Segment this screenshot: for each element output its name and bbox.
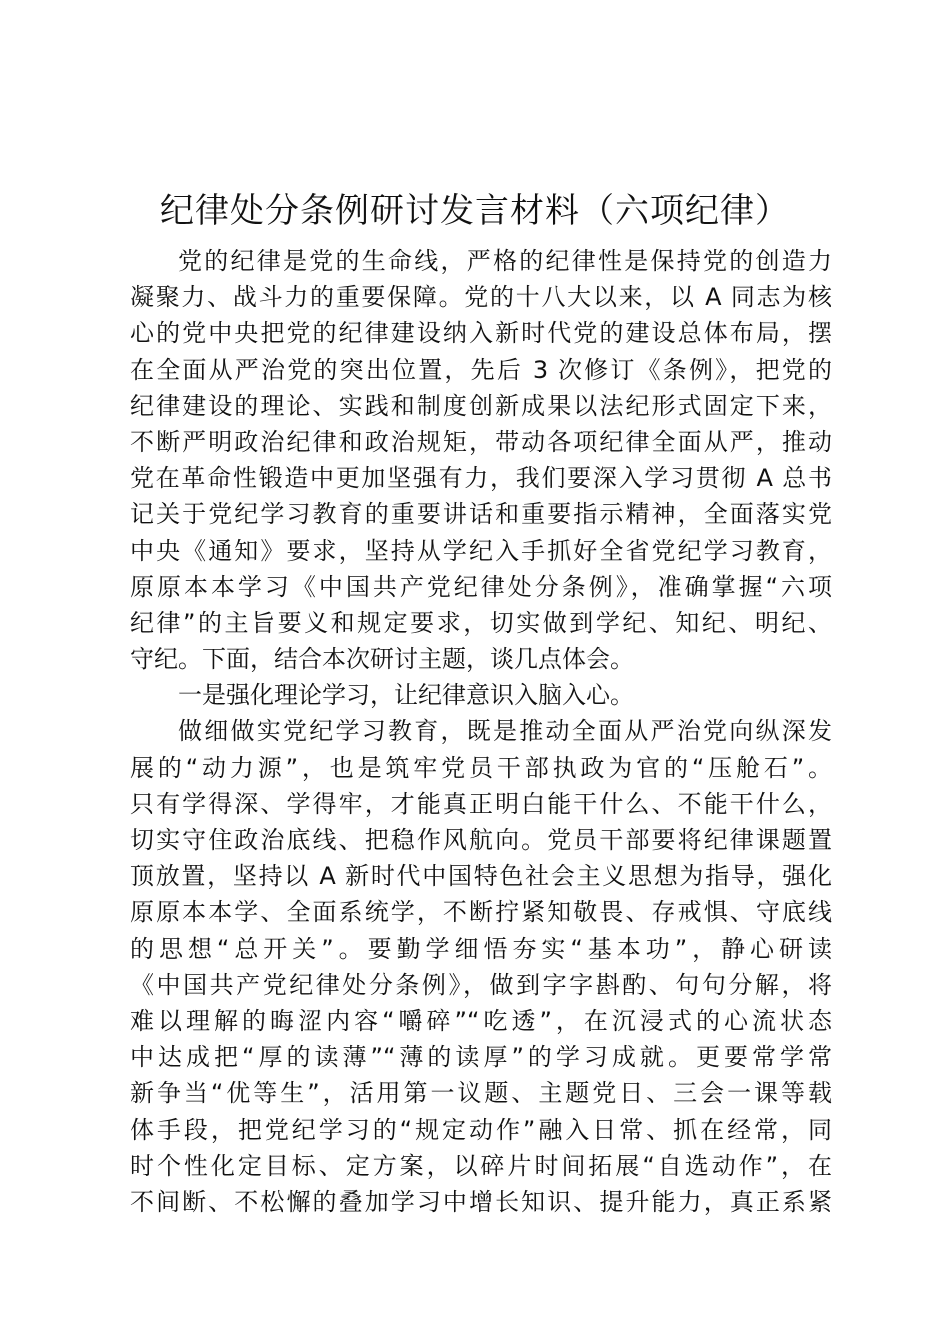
document-title: 纪律处分条例研讨发言材料（六项纪律） xyxy=(160,191,790,231)
text-line: 做细做实党纪学习教育，既是推动全面从严治党向纵深发 xyxy=(178,717,832,746)
text-line: 中达成把“厚的读薄”“薄的读厚”的学习成就。更要常学常 xyxy=(130,1043,832,1072)
text-line: 不断严明政治纪律和政治规矩，带动各项纪律全面从严，推动 xyxy=(130,427,832,456)
text-line: 体手段，把党纪学习的“规定动作”融入日常、抓在经常，同 xyxy=(130,1115,832,1144)
text-line: 切实守住政治底线、把稳作风航向。党员干部要将纪律课题置 xyxy=(130,826,832,854)
text-line: 时个性化定目标、定方案，以碎片时间拓展“自选动作”，在 xyxy=(130,1151,832,1180)
text-line: 中央《通知》要求，坚持从学纪入手抓好全省党纪学习教育， xyxy=(130,536,832,565)
text-line: 顶放置，坚持以 A 新时代中国特色社会主义思想为指导，强化 xyxy=(130,862,832,891)
text-line: 纪律建设的理论、实践和制度创新成果以法纪形式固定下来， xyxy=(130,391,832,420)
text-line: 《中国共产党纪律处分条例》，做到字字斟酌、句句分解，将 xyxy=(130,970,832,999)
text-line: 只有学得深、学得牢，才能真正明白能干什么、不能干什么， xyxy=(130,789,832,818)
text-line: 一是强化理论学习，让纪律意识入脑入心。 xyxy=(178,681,634,710)
text-line: 心的党中央把党的纪律建设纳入新时代党的建设总体布局，摆 xyxy=(130,319,832,348)
document-body xyxy=(130,243,832,1220)
text-line: 守纪。下面，结合本次研讨主题，谈几点体会。 xyxy=(130,645,634,674)
text-line: 新争当“优等生”，活用第一议题、主题党日、三会一课等载 xyxy=(130,1079,832,1108)
text-line: 不间断、不松懈的叠加学习中增长知识、提升能力，真正系紧 xyxy=(130,1187,832,1216)
text-line: 的思想“总开关”。要勤学细悟夯实“基本功”，静心研读 xyxy=(130,934,832,963)
text-line: 展的“动力源”，也是筑牢党员干部执政为官的“压舱石”。 xyxy=(130,753,832,782)
text-line: 纪律”的主旨要义和规定要求，切实做到学纪、知纪、明纪、 xyxy=(130,608,832,637)
text-line: 原原本本学、全面系统学，不断拧紧知敬畏、存戒惧、守底线 xyxy=(130,898,832,927)
text-line: 党的纪律是党的生命线，严格的纪律性是保持党的创造力 xyxy=(178,247,832,275)
text-line: 党在革命性锻造中更加坚强有力，我们要深入学习贯彻 A 总书 xyxy=(130,464,832,493)
text-line: 凝聚力、战斗力的重要保障。党的十八大以来，以 A 同志为核 xyxy=(130,283,832,312)
text-line: 原原本本学习《中国共产党纪律处分条例》，准确掌握“六项 xyxy=(130,572,832,601)
text-line: 难以理解的晦涩内容“嚼碎”“吃透”，在沉浸式的心流状态 xyxy=(130,1006,832,1035)
text-line: 在全面从严治党的突出位置，先后 3 次修订《条例》，把党的 xyxy=(130,355,832,384)
text-line: 记关于党纪学习教育的重要讲话和重要指示精神，全面落实党 xyxy=(130,500,832,529)
